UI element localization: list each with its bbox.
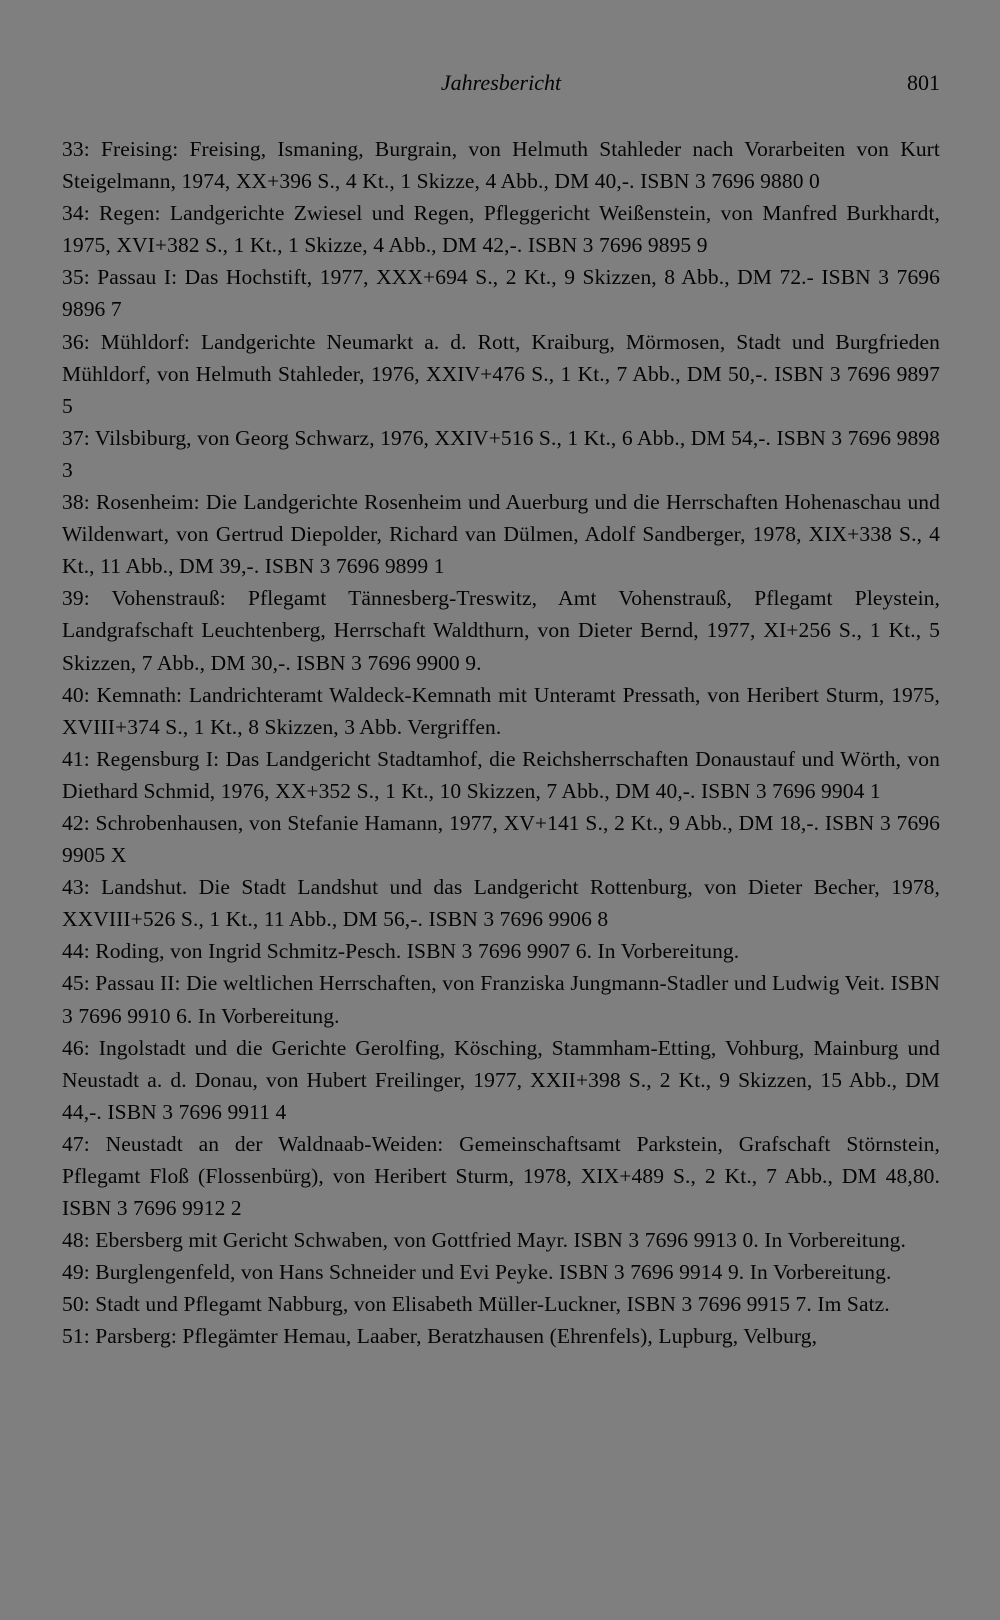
bibliography-entry-48: 48: Ebersberg mit Gericht Schwaben, von Gottfried Mayr. ISBN 3 7696 9913 0. In Vorbereitung. <box>62 1228 906 1253</box>
bibliography-entry-33: 33: Freising: Freising, Ismaning, Burgrain, von Helmuth Stahleder nach Vorarbeiten von Kurt Steigelmann, 1974, XX+396 S., 4 Kt., 1 Skizze, 4 Abb., DM 40,-. ISBN 3 7696 9880 0 <box>62 137 940 194</box>
running-title: Jahresbericht <box>440 70 562 95</box>
bibliography-entry-34: 34: Regen: Landgerichte Zwiesel und Regen, Pfleggericht Weißenstein, von Manfred Burkhardt, 1975, XVI+382 S., 1 Kt., 1 Skizze, 4 Abb., DM 42,-. ISBN 3 7696 9895 9 <box>62 201 940 258</box>
bibliography-entry-44: 44: Roding, von Ingrid Schmitz-Pesch. ISBN 3 7696 9907 6. In Vorbereitung. <box>62 939 740 964</box>
bibliography-entry-36: 36: Mühldorf: Landgerichte Neumarkt a. d. Rott, Kraiburg, Mörmosen, Stadt und Burgfrieden Mühldorf, von Helmuth Stahleder, 1976, XXIV+476 S., 1 Kt., 7 Abb., DM 50,-. ISBN 3 7696 9897 5 <box>62 329 940 418</box>
page-number: 801 <box>907 70 940 95</box>
bibliography-entry-45: 45: Passau II: Die weltlichen Herrschaften, von Franziska Jungmann-Stadler und Ludwig Veit. ISBN 3 7696 9910 6. In Vorbereitung. <box>62 971 940 1028</box>
bibliography-entry-50: 50: Stadt und Pflegamt Nabburg, von Elisabeth Müller-Luckner, ISBN 3 7696 9915 7. Im Satz. <box>62 1292 890 1317</box>
bibliography-entry-42: 42: Schrobenhausen, von Stefanie Hamann, 1977, XV+141 S., 2 Kt., 9 Abb., DM 18,-. ISBN 3 7696 9905 X <box>62 810 940 868</box>
bibliography-entry-49: 49: Burglengenfeld, von Hans Schneider und Evi Peyke. ISBN 3 7696 9914 9. In Vorbereitung. <box>62 1260 892 1285</box>
bibliography-entry-39: 39: Vohenstrauß: Pflegamt Tännesberg-Treswitz, Amt Vohenstrauß, Pflegamt Pleystein, Landgrafschaft Leuchtenberg, Herrschaft Waldthurn, von Dieter Bernd, 1977, XI+256 S., 1 Kt., 5 Skizzen, 7 Abb., DM 30,-. ISBN 3 7696 9900 9. <box>62 586 940 675</box>
bibliography-entry-43: 43: Landshut. Die Stadt Landshut und das Landgericht Rottenburg, von Dieter Becher, 1978, XXVIII+526 S., 1 Kt., 11 Abb., DM 56,-. ISBN 3 7696 9906 8 <box>62 875 940 932</box>
bibliography-entry-47: 47: Neustadt an der Waldnaab-Weiden: Gemeinschaftsamt Parkstein, Grafschaft Störnstein, Pflegamt Floß (Flossenbürg), von Heribert Sturm, 1978, XIX+489 S., 2 Kt., 7 Abb., DM 48,80. ISBN 3 7696 9912 2 <box>62 1131 940 1221</box>
bibliography-entry-51: 51: Parsberg: Pflegämter Hemau, Laaber, Beratzhausen (Ehrenfels), Lupburg, Velburg, <box>62 1324 818 1349</box>
bibliography-entry-46: 46: Ingolstadt und die Gerichte Gerolfing, Kösching, Stammham-Etting, Vohburg, Mainburg und Neustadt a. d. Donau, von Hubert Freilinger, 1977, XXII+398 S., 2 Kt., 9 Skizzen, 15 Abb., DM 44,-. ISBN 3 7696 9911 4 <box>62 1035 940 1124</box>
bibliography-entry-37: 37: Vilsbiburg, von Georg Schwarz, 1976, XXIV+516 S., 1 Kt., 6 Abb., DM 54,-. ISBN 3 7696 9898 3 <box>62 425 940 482</box>
bibliography-list <box>62 133 940 1353</box>
bibliography-entry-41: 41: Regensburg I: Das Landgericht Stadtamhof, die Reichsherrschaften Donaustauf und Wörth, von Diethard Schmid, 1976, XX+352 S., 1 Kt., 10 Skizzen, 7 Abb., DM 40,-. ISBN 3 7696 9904 1 <box>62 746 940 803</box>
bibliography-entry-40: 40: Kemnath: Landrichteramt Waldeck-Kemnath mit Unteramt Pressath, von Heribert Sturm, 1975, XVIII+374 S., 1 Kt., 8 Skizzen, 3 Abb. Vergriffen. <box>62 682 940 739</box>
bibliography-entry-35: 35: Passau I: Das Hochstift, 1977, XXX+694 S., 2 Kt., 9 Skizzen, 8 Abb., DM 72.- ISBN 3 7696 9896 7 <box>62 265 940 322</box>
bibliography-entry-38: 38: Rosenheim: Die Landgerichte Rosenheim und Auerburg und die Herrschaften Hohenaschau und Wildenwart, von Gertrud Diepolder, Richard van Dülmen, Adolf Sandberger, 1978, XIX+338 S., 4 Kt., 11 Abb., DM 39,-. ISBN 3 7696 9899 1 <box>62 490 940 579</box>
page-header <box>62 66 940 106</box>
